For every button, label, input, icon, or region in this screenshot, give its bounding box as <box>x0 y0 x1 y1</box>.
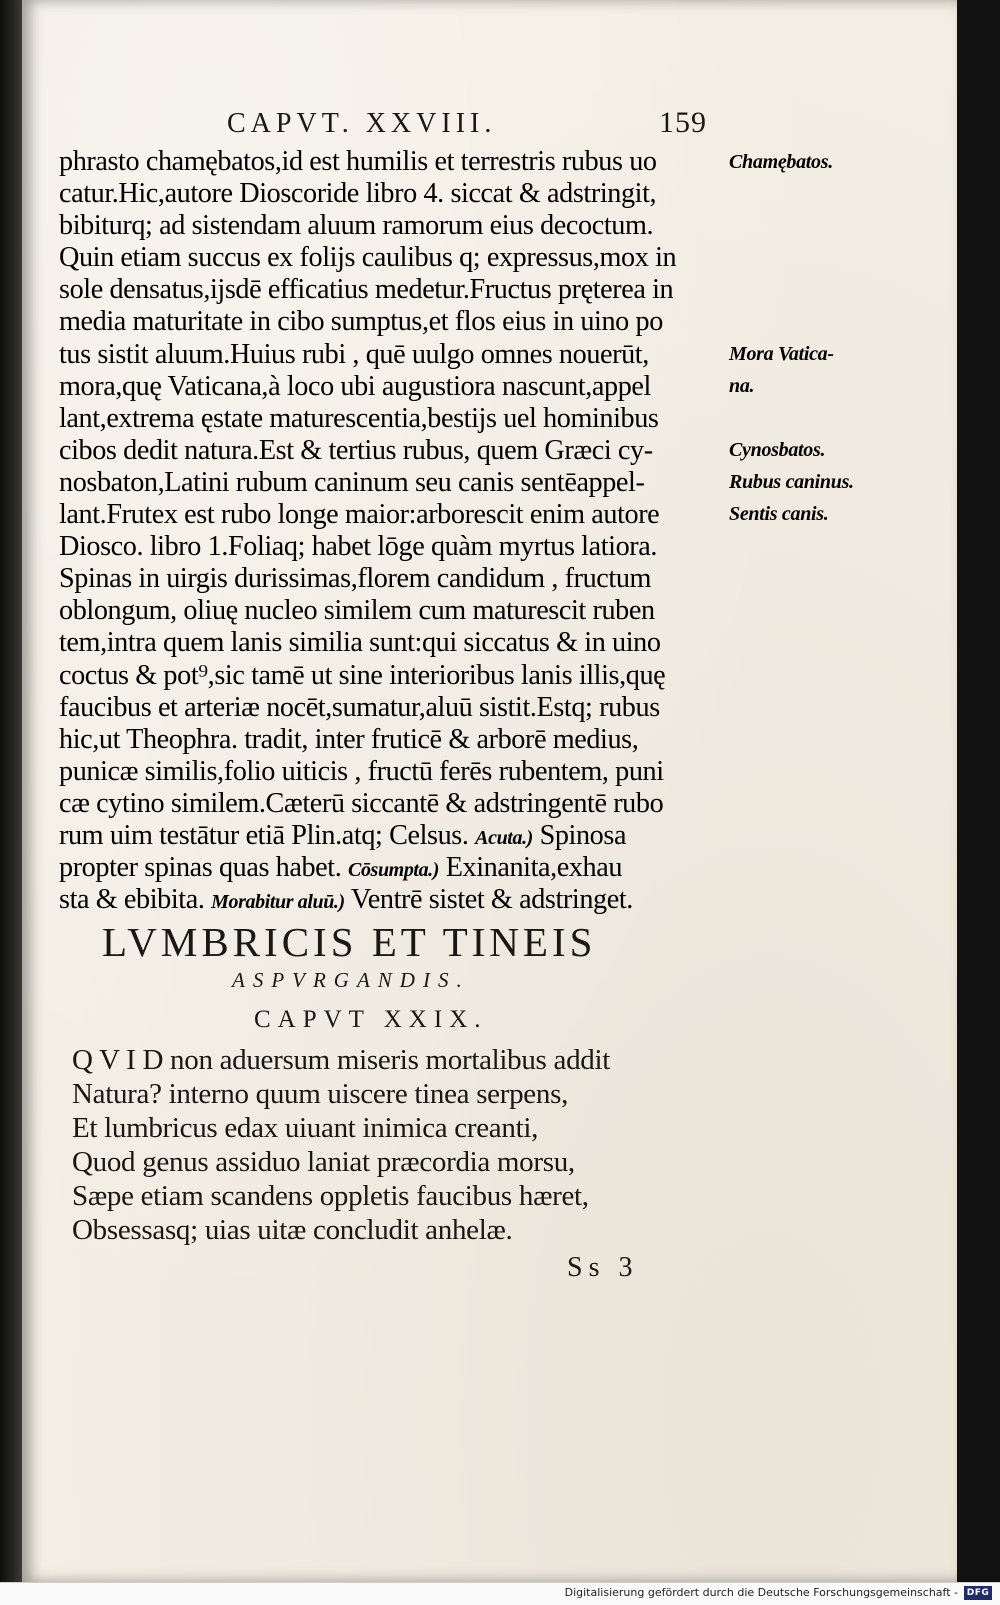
running-head <box>227 108 717 144</box>
page-number: 159 <box>659 106 707 139</box>
body-line-with-gloss <box>59 820 719 852</box>
verse-line: Sæpe etiam scandens oppletis faucibus hæret, <box>72 1180 589 1212</box>
verse-line: Et lumbricus edax uiuant inimica creanti, <box>72 1112 539 1144</box>
footer-credit: Digitalisierung gefördert durch die Deutsche Forschungsgemeinschaft - <box>564 1586 958 1599</box>
body-line-text: rum uim testātur etiā Plin.atq; Celsus. <box>59 819 476 851</box>
marginal-note: Cynosbatos. <box>729 439 826 461</box>
gloss-text: Spinosa <box>532 819 627 851</box>
signature-mark: Ss 3 <box>567 1252 639 1283</box>
body-line: phrasto chamębatos,id est humilis et terrestris rubus uo <box>59 146 657 177</box>
body-line: coctus & pot⁹,sic tamē ut sine interioribus lanis illis,quę <box>59 659 666 691</box>
body-line: Quin etiam succus ex folijs caulibus q; expressus,mox in <box>59 242 677 274</box>
gloss-text: Exinanita,exhau <box>439 852 623 884</box>
body-line: catur.Hic,autore Dioscoride libro 4. siccat & adstringit, <box>59 178 657 210</box>
chapter-label: CAPVT XXIX. <box>254 1006 488 1033</box>
body-line: cibos dedit natura.Est & tertius rubus, quem Græci cy- <box>59 434 653 466</box>
body-line: Diosco. libro 1.Foliaq; habet lōge quàm myrtus latiora. <box>59 531 658 563</box>
body-line: tem,intra quem lanis similia sunt:qui siccatus & in uino <box>59 627 661 659</box>
running-head-title: CAPVT. XXVIII. <box>227 108 497 139</box>
book-page <box>22 0 957 1582</box>
body-line: oblongum, oliuę nucleo similem cum maturescit ruben <box>59 595 655 627</box>
body-line: bibiturq; ad sistendam aluum ramorum eius decoctum. <box>59 210 654 242</box>
gloss-lemma: Cōsumpta.) <box>348 859 440 882</box>
verse-line: Q V I D non aduersum miseris mortalibus addit <box>72 1044 610 1076</box>
marginal-note: Sentis canis. <box>729 503 829 525</box>
body-line: media maturitate in cibo sumptus,et flos eius in uino po <box>59 306 663 338</box>
body-line-with-gloss <box>59 852 719 884</box>
marginal-note: Rubus caninus. <box>729 471 854 493</box>
verse-block <box>72 1043 712 1247</box>
section-title: LVMBRICIS ET TINEIS <box>102 919 597 965</box>
body-line: mora,quę Vaticana,à loco ubi augustiora nascunt,appel <box>59 370 651 402</box>
body-line-with-gloss <box>59 884 719 916</box>
marginal-note: Mora Vatica- <box>729 343 834 365</box>
verse-line: Quod genus assiduo laniat præcordia morsu, <box>72 1146 575 1178</box>
body-line-text: propter spinas quas habet. <box>59 852 349 884</box>
body-line: lant,extrema ęstate maturescentia,bestijs uel hominibus <box>59 402 659 434</box>
body-line: tus sistit aluum.Huius rubi , quē uulgo omnes nouerūt, <box>59 338 649 370</box>
body-line: nosbaton,Latini rubum caninum seu canis sentēappel- <box>59 466 645 498</box>
marginal-note: na. <box>729 375 755 397</box>
body-line: punicæ similis,folio uiticis , fructū ferēs rubentem, puni <box>59 755 664 787</box>
gloss-lemma: Acuta.) <box>475 826 533 849</box>
body-text <box>59 146 719 916</box>
scan-background <box>957 0 1000 1582</box>
verse-line: Natura? interno quum uiscere tinea serpens, <box>72 1078 569 1110</box>
gloss-text: Ventrē sistet & adstringet. <box>344 884 633 916</box>
body-line: sole densatus,ijsdē efficatius medetur.Fructus pręterea in <box>59 274 674 306</box>
verse-line: Obsessasq; uias uitæ concludit anhelæ. <box>72 1214 513 1246</box>
section-subtitle: ASPVRGANDIS. <box>232 968 470 992</box>
dfg-logo: DFG <box>964 1586 992 1600</box>
gloss-lemma: Morabitur aluū.) <box>211 891 345 914</box>
body-line: Spinas in uirgis durissimas,florem candidum , fructum <box>59 563 652 595</box>
body-line: hic,ut Theophra. tradit, inter fruticē & arborē medius, <box>59 723 639 755</box>
body-line-text: sta & ebibita. <box>59 884 212 916</box>
marginal-note: Chamębatos. <box>729 151 833 173</box>
body-line: faucibus et arteriæ nocēt,sumatur,aluū sistit.Estq; rubus <box>59 691 660 723</box>
footer-bar <box>0 1582 1000 1605</box>
body-line: cæ cytino similem.Cæterū siccantē & adstringentē rubo <box>59 787 664 819</box>
body-line: lant.Frutex est rubo longe maior:arborescit enim autore <box>59 499 660 531</box>
